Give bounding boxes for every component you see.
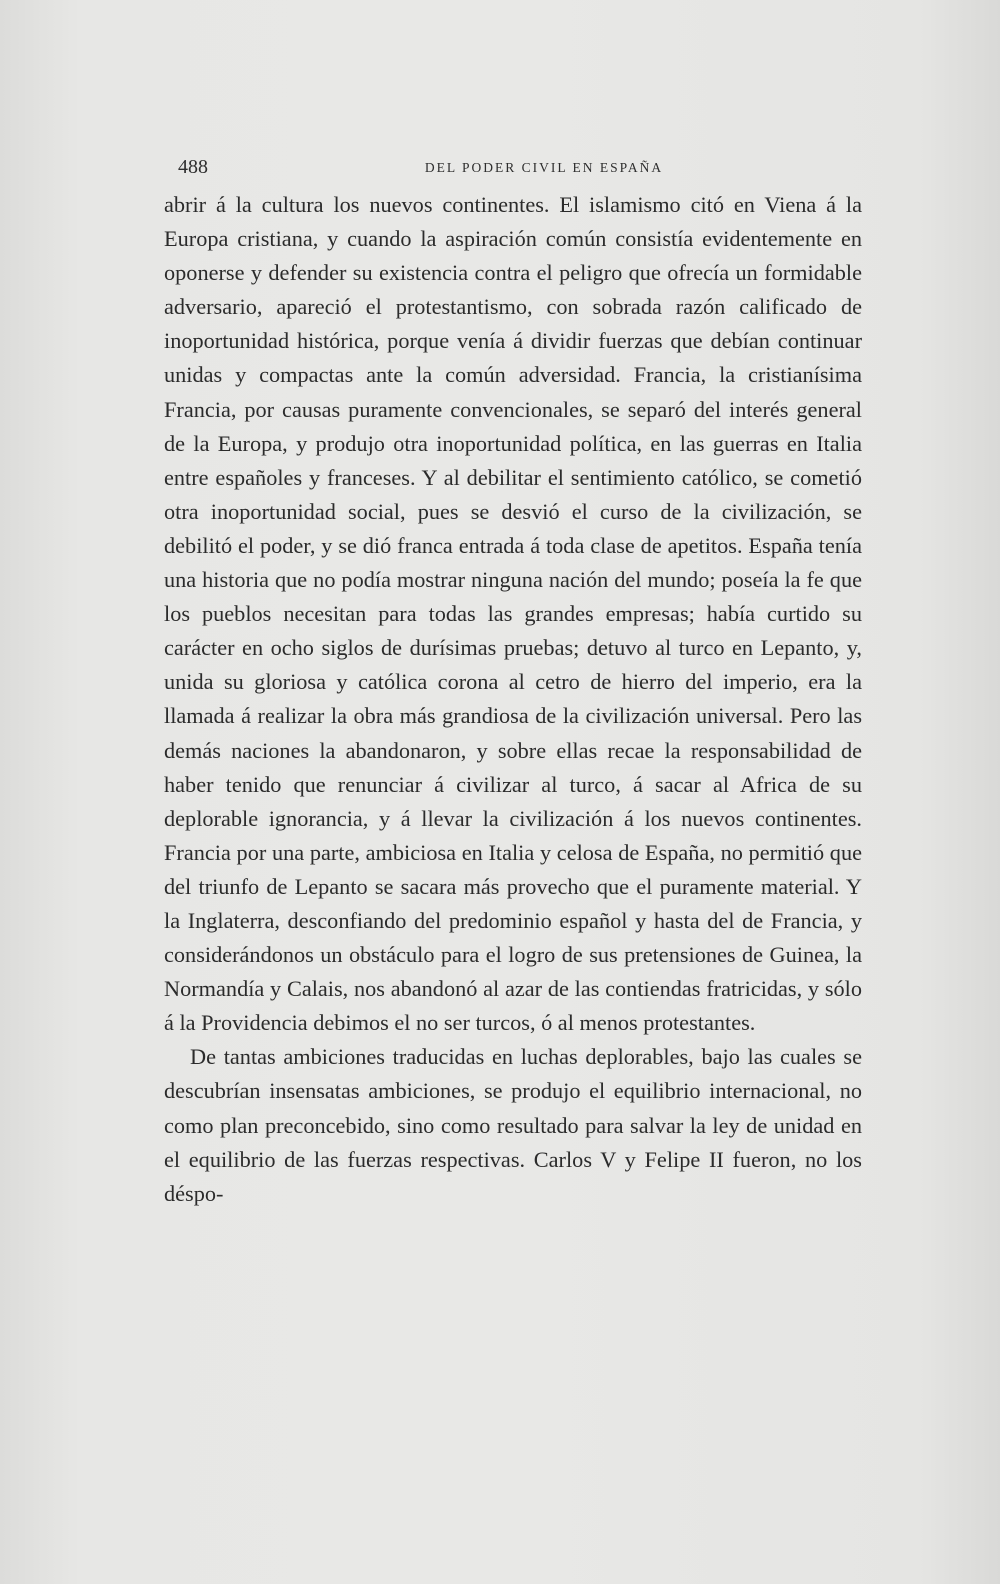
body-text: [164, 188, 862, 1211]
page-number: 488: [178, 156, 208, 178]
running-title: DEL PODER CIVIL EN ESPAÑA: [424, 160, 664, 175]
paragraph-1: abrir á la cultura los nuevos continentes. El islamismo citó en Viena á la Europa cristiana, y cuando la aspiración común consistía evidentemente en oponerse y defender su existencia contra el peligro que ofrecía un formidable adversario, apareció el protestantismo, con sobrada razón calificado de inoportunidad histórica, porque venía á dividir fuerzas que debían continuar unidas y compactas ante la común adversidad. Francia, la cristianísima Francia, por causas puramente convencionales, se separó del interés general de la Europa, y produjo otra inoportunidad política, en las guerras en Italia entre españoles y franceses. Y al debilitar el sentimiento católico, se cometió otra inoportunidad social, pues se desvió el curso de la civilización, se debilitó el poder, y se dió franca entrada á toda clase de apetitos. España tenía una historia que no podía mostrar ninguna nación del mundo; poseía la fe que los pueblos necesitan para todas las grandes empresas; había curtido su carácter en ocho siglos de durísimas pruebas; detuvo al turco en Lepanto, y, unida su gloriosa y católica corona al cetro de hierro del imperio, era la llamada á realizar la obra más grandiosa de la civilización universal. Pero las demás naciones la abandonaron, y sobre ellas recae la responsabilidad de haber tenido que renunciar á civilizar al turco, á sacar al Africa de su deplorable ignorancia, y á llevar la civilización á los nuevos continentes. Francia por una parte, ambiciosa en Italia y celosa de España, no permitió que del triunfo de Lepanto se sacara más provecho que el puramente material. Y la Inglaterra, desconfiando del predominio español y hasta del de Francia, y considerándonos un obstáculo para el logro de sus pretensiones de Guinea, la Normandía y Calais, nos abandonó al azar de las contiendas fratricidas, y sólo á la Providencia debimos el no ser turcos, ó al menos protestantes.: [164, 192, 862, 1036]
page-header: [178, 152, 850, 182]
paragraph-2: De tantas ambiciones traducidas en luchas deplorables, bajo las cuales se descubrían insensatas ambiciones, se produjo el equilibrio internacional, no como plan preconcebido, sino como resultado para salvar la ley de unidad en el equilibrio de las fuerzas respectivas. Carlos V y Felipe II fueron, no los déspo-: [164, 1044, 862, 1206]
